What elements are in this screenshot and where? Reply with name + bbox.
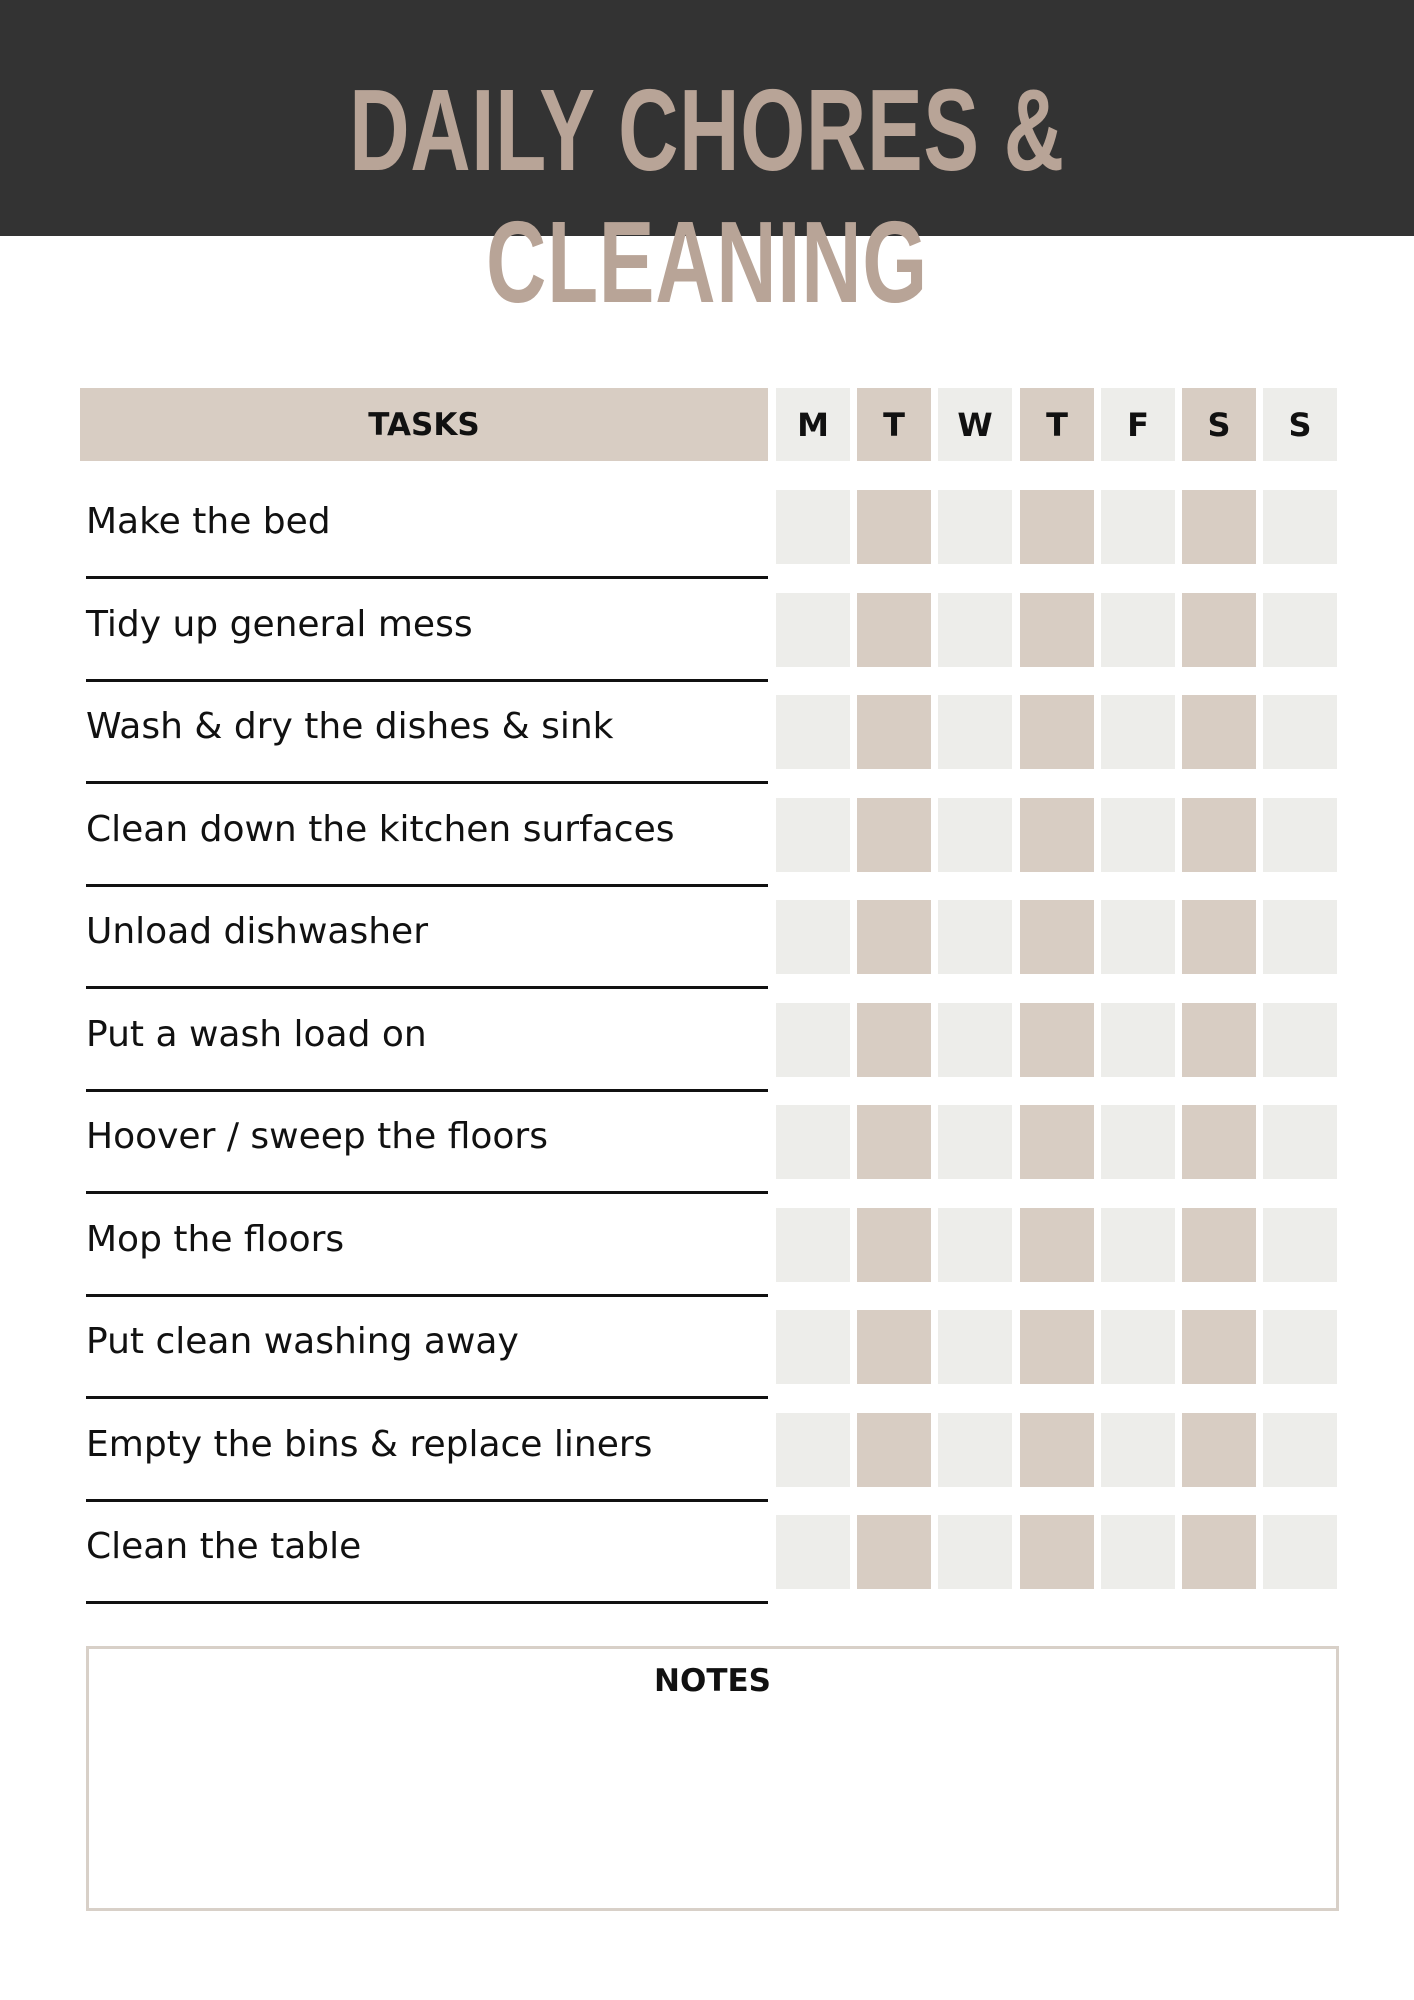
checkbox-cell[interactable] <box>938 1515 1012 1589</box>
checkbox-cell[interactable] <box>938 798 1012 872</box>
task-label: Tidy up general mess <box>86 603 473 645</box>
checkbox-cell[interactable] <box>1182 1310 1256 1384</box>
checkbox-cell[interactable] <box>1263 1310 1337 1384</box>
checkbox-cell[interactable] <box>1263 1208 1337 1282</box>
checkbox-cell[interactable] <box>1101 490 1175 564</box>
checkbox-cell[interactable] <box>938 695 1012 769</box>
checkbox-cell[interactable] <box>1020 695 1094 769</box>
checkbox-cell[interactable] <box>938 1105 1012 1179</box>
checkbox-cell[interactable] <box>776 1105 850 1179</box>
checkbox-cell[interactable] <box>1020 900 1094 974</box>
task-label: Clean down the kitchen surfaces <box>86 808 675 850</box>
checkbox-cell[interactable] <box>776 1515 850 1589</box>
page-title: DAILY CHORES & CLEANING <box>349 65 1065 327</box>
checkbox-cell[interactable] <box>1182 695 1256 769</box>
checkbox-cell[interactable] <box>1263 1105 1337 1179</box>
task-label: Empty the bins & replace liners <box>86 1423 653 1465</box>
checkbox-cell[interactable] <box>776 593 850 667</box>
checkbox-cell[interactable] <box>1101 1105 1175 1179</box>
checkbox-cell[interactable] <box>776 1310 850 1384</box>
checkbox-cell[interactable] <box>1101 695 1175 769</box>
checkbox-cell[interactable] <box>857 1413 931 1487</box>
day-header-0: M <box>776 388 850 461</box>
checkbox-cell[interactable] <box>1182 798 1256 872</box>
checkbox-cell[interactable] <box>857 900 931 974</box>
checkbox-cell[interactable] <box>1020 798 1094 872</box>
checkbox-cell[interactable] <box>857 593 931 667</box>
checkbox-cell[interactable] <box>1020 1310 1094 1384</box>
task-label: Clean the table <box>86 1526 362 1567</box>
checkbox-cell[interactable] <box>938 1310 1012 1384</box>
day-header-5: S <box>1182 388 1256 461</box>
checkbox-cell[interactable] <box>857 1515 931 1589</box>
checkbox-cell[interactable] <box>1020 1003 1094 1077</box>
checkbox-cell[interactable] <box>776 1413 850 1487</box>
checkbox-cell[interactable] <box>1182 1003 1256 1077</box>
checkbox-cell[interactable] <box>857 1208 931 1282</box>
task-label: Mop the floors <box>86 1218 345 1260</box>
checkbox-cell[interactable] <box>1263 1413 1337 1487</box>
checkbox-cell[interactable] <box>776 695 850 769</box>
checkbox-cell[interactable] <box>857 798 931 872</box>
checkbox-cell[interactable] <box>1101 1310 1175 1384</box>
checkbox-cell[interactable] <box>938 1208 1012 1282</box>
task-label: Put a wash load on <box>86 1013 427 1055</box>
day-header-3: T <box>1020 388 1094 461</box>
day-header-6: S <box>1263 388 1337 461</box>
checkbox-cell[interactable] <box>1101 1208 1175 1282</box>
checkbox-cell[interactable] <box>1101 798 1175 872</box>
checkbox-cell[interactable] <box>938 1413 1012 1487</box>
checkbox-cell[interactable] <box>857 490 931 564</box>
notes-title: NOTES <box>654 1663 771 1699</box>
task-label: Wash & dry the dishes & sink <box>86 706 614 747</box>
checkbox-cell[interactable] <box>1263 695 1337 769</box>
checkbox-cell[interactable] <box>1101 900 1175 974</box>
checkbox-cell[interactable] <box>1263 1003 1337 1077</box>
checkbox-cell[interactable] <box>1101 593 1175 667</box>
checkbox-cell[interactable] <box>1101 1515 1175 1589</box>
checkbox-cell[interactable] <box>938 900 1012 974</box>
checkbox-cell[interactable] <box>1101 1413 1175 1487</box>
day-header-2: W <box>938 388 1012 461</box>
checkbox-cell[interactable] <box>1182 593 1256 667</box>
checkbox-cell[interactable] <box>857 1310 931 1384</box>
checkbox-cell[interactable] <box>938 1003 1012 1077</box>
header-banner <box>0 0 1414 327</box>
checkbox-cell[interactable] <box>1020 1208 1094 1282</box>
task-label: Hoover / sweep the floors <box>86 1116 548 1157</box>
notes-box <box>86 1646 1339 1911</box>
checkbox-cell[interactable] <box>1182 1515 1256 1589</box>
checkbox-cell[interactable] <box>1020 490 1094 564</box>
task-label: Put clean washing away <box>86 1321 519 1362</box>
checkbox-cell[interactable] <box>1020 1413 1094 1487</box>
checkbox-cell[interactable] <box>776 798 850 872</box>
checkbox-cell[interactable] <box>1182 1105 1256 1179</box>
checkbox-cell[interactable] <box>1263 593 1337 667</box>
checkbox-cell[interactable] <box>1020 1105 1094 1179</box>
checkbox-cell[interactable] <box>1182 900 1256 974</box>
checkbox-cell[interactable] <box>1020 1515 1094 1589</box>
checkbox-cell[interactable] <box>857 1105 931 1179</box>
checkbox-cell[interactable] <box>1182 1208 1256 1282</box>
day-header-4: F <box>1101 388 1175 461</box>
checkbox-cell[interactable] <box>1263 798 1337 872</box>
notes-area[interactable] <box>99 1719 1326 1898</box>
checkbox-cell[interactable] <box>776 1208 850 1282</box>
tasks-column-header: TASKS <box>80 388 768 461</box>
task-label: Unload dishwasher <box>86 911 428 952</box>
checkbox-cell[interactable] <box>938 490 1012 564</box>
checkbox-cell[interactable] <box>1020 593 1094 667</box>
checkbox-cell[interactable] <box>776 900 850 974</box>
checkbox-cell[interactable] <box>1182 1413 1256 1487</box>
checkbox-cell[interactable] <box>857 695 931 769</box>
checkbox-cell[interactable] <box>1263 490 1337 564</box>
day-header-1: T <box>857 388 931 461</box>
checkbox-cell[interactable] <box>938 593 1012 667</box>
checkbox-cell[interactable] <box>1263 900 1337 974</box>
task-underline <box>86 1601 768 1604</box>
task-label: Make the bed <box>86 501 331 542</box>
checkbox-cell[interactable] <box>1101 1003 1175 1077</box>
checkbox-cell[interactable] <box>776 1003 850 1077</box>
checkbox-cell[interactable] <box>857 1003 931 1077</box>
checkbox-cell[interactable] <box>1263 1515 1337 1589</box>
checkbox-cell[interactable] <box>1182 490 1256 564</box>
checkbox-cell[interactable] <box>776 490 850 564</box>
